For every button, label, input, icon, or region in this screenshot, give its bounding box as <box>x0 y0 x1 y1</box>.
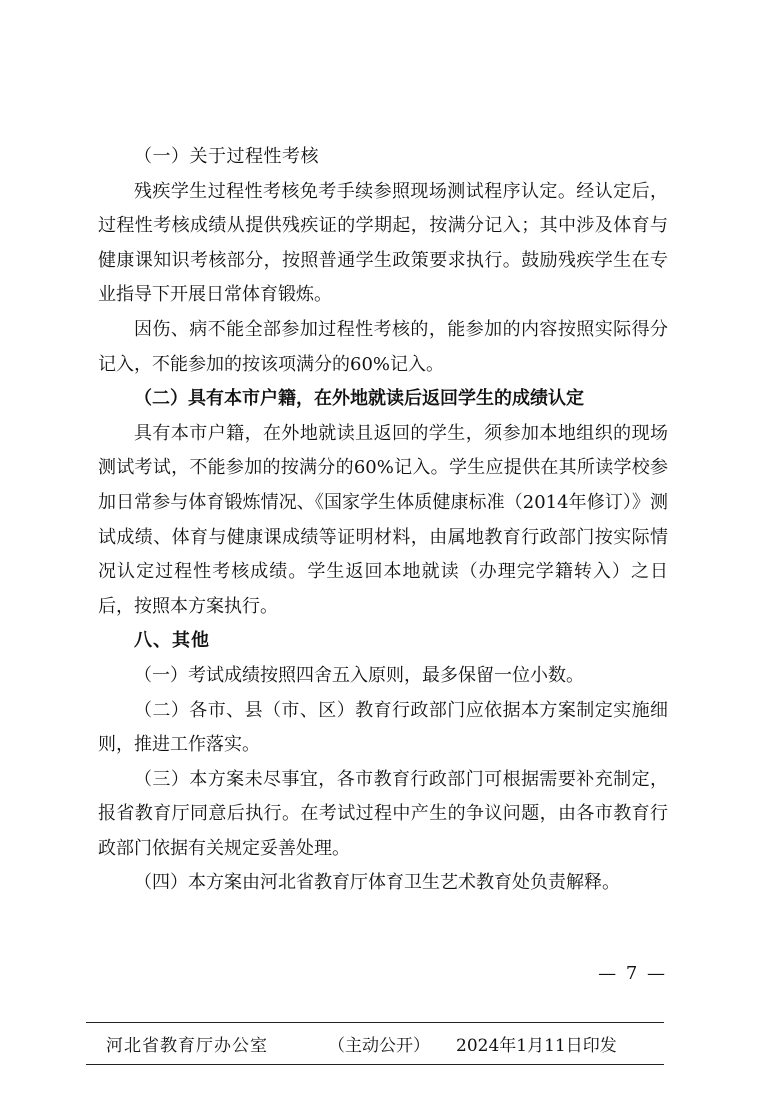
footer-issuer: 河北省教育厅办公室 <box>106 1036 268 1056</box>
document-footer <box>106 1032 646 1060</box>
footer-issue-date: 2024年1月11日印发 <box>456 1036 617 1056</box>
section-heading-process-assessment: （一）关于过程性考核 <box>134 146 319 167</box>
paragraph-unaddressed-matters: （三）本方案未尽事宜，各市教育行政部门可根据需要补充制定，报省教育厅同意后执行。在考试过程中产生的争议问题，由各市教育行政部门依据有关规定妥善处理。 <box>98 768 668 859</box>
paragraph-injury-illness: 因伤、病不能全部参加过程性考核的，能参加的内容按照实际得分记入，不能参加的按该项满分的60%记入。 <box>98 318 668 375</box>
footer-divider-bottom <box>86 1064 664 1065</box>
section-heading-returning-students: （二）具有本市户籍，在外地就读后返回学生的成绩认定 <box>134 388 584 410</box>
paragraph-rounding-rule: （一）考试成绩按照四舍五入原则，最多保留一位小数。 <box>134 664 584 686</box>
paragraph-returning-students: 具有本市户籍，在外地就读且返回的学生，须参加本地组织的现场测试考试，不能参加的按满分的60%记入。学生应提供在其所读学校参加日常参与体育锻炼情况、《国家学生体质健康标准（2014年修订）》测试成绩、体育与健康课成绩等证明材料，由属地教育行政部门按实际情况认定过程性考核成绩。学生返回本地就读（办理完学籍转入）之日后，按照本方案执行。 <box>98 422 668 617</box>
paragraph-disabled-students: 残疾学生过程性考核免考手续参照现场测试程序认定。经认定后，过程性考核成绩从提供残疾证的学期起，按满分记入；其中涉及体育与健康课知识考核部分，按照普通学生政策要求执行。鼓励残疾学生在专业指导下开展日常体育锻炼。 <box>98 180 668 306</box>
footer-divider-top <box>86 1022 664 1023</box>
paragraph-interpretation: （四）本方案由河北省教育厅体育卫生艺术教育处负责解释。 <box>134 872 620 894</box>
paragraph-implementation-rules: （二）各市、县（市、区）教育行政部门应依据本方案制定实施细则，推进工作落实。 <box>98 699 668 756</box>
chapter-heading-other: 八、其他 <box>134 630 210 652</box>
footer-disclosure-status: （主动公开） <box>328 1036 430 1056</box>
page-number: — 7 — <box>598 963 667 984</box>
document-body <box>98 140 668 901</box>
